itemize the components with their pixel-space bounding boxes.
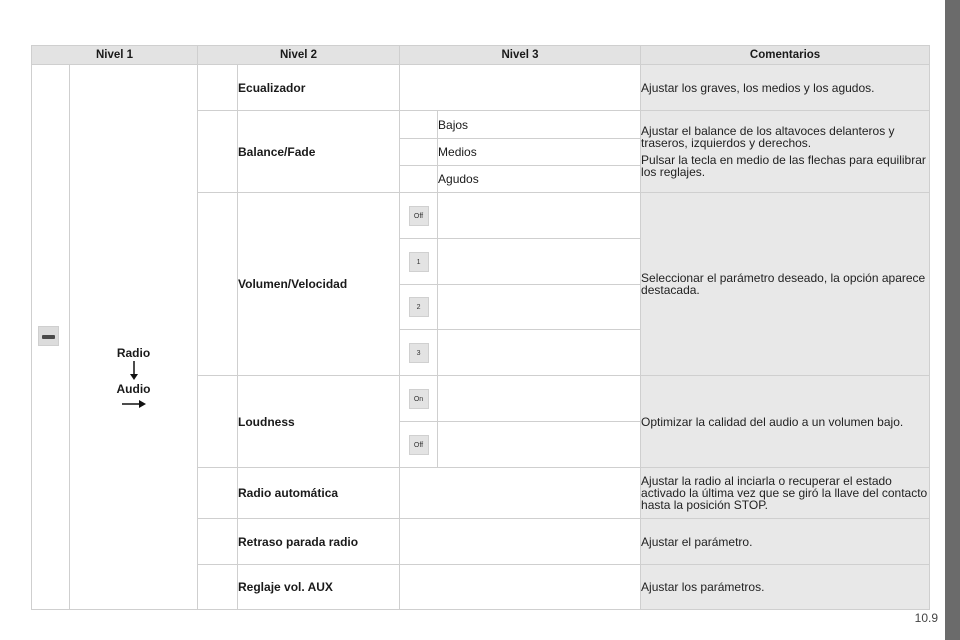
comment-loudness: Optimizar la calidad del audio a un volumen bajo. xyxy=(641,376,930,468)
option-bajos[interactable]: Bajos xyxy=(438,111,641,139)
key-2-button[interactable]: 2 xyxy=(409,297,429,317)
table-row xyxy=(32,65,930,111)
header-nivel-1: Nivel 1 xyxy=(32,46,198,65)
comment-radio-automatica: Ajustar la radio al inciarla o recuperar el estado activado la última vez que se giró la llave del contacto hasta la posición STOP. xyxy=(641,468,930,519)
comment-ecualizador: Ajustar los graves, los medios y los agudos. xyxy=(641,65,930,111)
arrow-right-icon xyxy=(122,397,148,411)
key-1-button[interactable]: 1 xyxy=(409,252,429,272)
option-medios[interactable]: Medios xyxy=(438,139,641,166)
comment-volumen: Seleccionar el parámetro deseado, la opción aparece destacada. xyxy=(641,193,930,376)
option-retraso-parada-radio[interactable]: Retraso parada radio xyxy=(238,519,400,565)
page-number: 10.9 xyxy=(914,611,938,625)
option-reglaje-vol-aux[interactable]: Reglaje vol. AUX xyxy=(238,565,400,610)
settings-table xyxy=(31,45,930,610)
menu-key-cell xyxy=(32,65,70,610)
page-side-bar xyxy=(945,0,960,640)
option-ecualizador[interactable]: Ecualizador xyxy=(238,65,400,111)
key-on-button[interactable]: On xyxy=(409,389,429,409)
comment-aux: Ajustar los parámetros. xyxy=(641,565,930,610)
header-row xyxy=(32,46,930,65)
nav-audio-label: Audio xyxy=(116,382,151,396)
nav-path-cell xyxy=(70,65,198,610)
comment-balance: Ajustar el balance de los altavoces delanteros y traseros, izquierdos y derechos. Pulsar la tecla en medio de las flechas para equilibrar los reglajes. xyxy=(641,111,930,193)
key-3-button[interactable]: 3 xyxy=(409,343,429,363)
nav-path xyxy=(70,346,197,411)
option-loudness[interactable]: Loudness xyxy=(238,376,400,468)
header-comentarios: Comentarios xyxy=(641,46,930,65)
option-volumen-velocidad[interactable]: Volumen/Velocidad xyxy=(238,193,400,376)
header-nivel-3: Nivel 3 xyxy=(400,46,641,65)
option-balance-fade[interactable]: Balance/Fade xyxy=(238,111,400,193)
header-nivel-2: Nivel 2 xyxy=(198,46,400,65)
menu-button-icon xyxy=(38,326,59,346)
option-agudos[interactable]: Agudos xyxy=(438,166,641,193)
key-off-button[interactable]: Off xyxy=(409,206,429,226)
comment-retraso: Ajustar el parámetro. xyxy=(641,519,930,565)
key-off-button[interactable]: Off xyxy=(409,435,429,455)
option-radio-automatica[interactable]: Radio automática xyxy=(238,468,400,519)
arrow-down-icon xyxy=(128,361,140,381)
nav-radio-label: Radio xyxy=(116,346,151,360)
